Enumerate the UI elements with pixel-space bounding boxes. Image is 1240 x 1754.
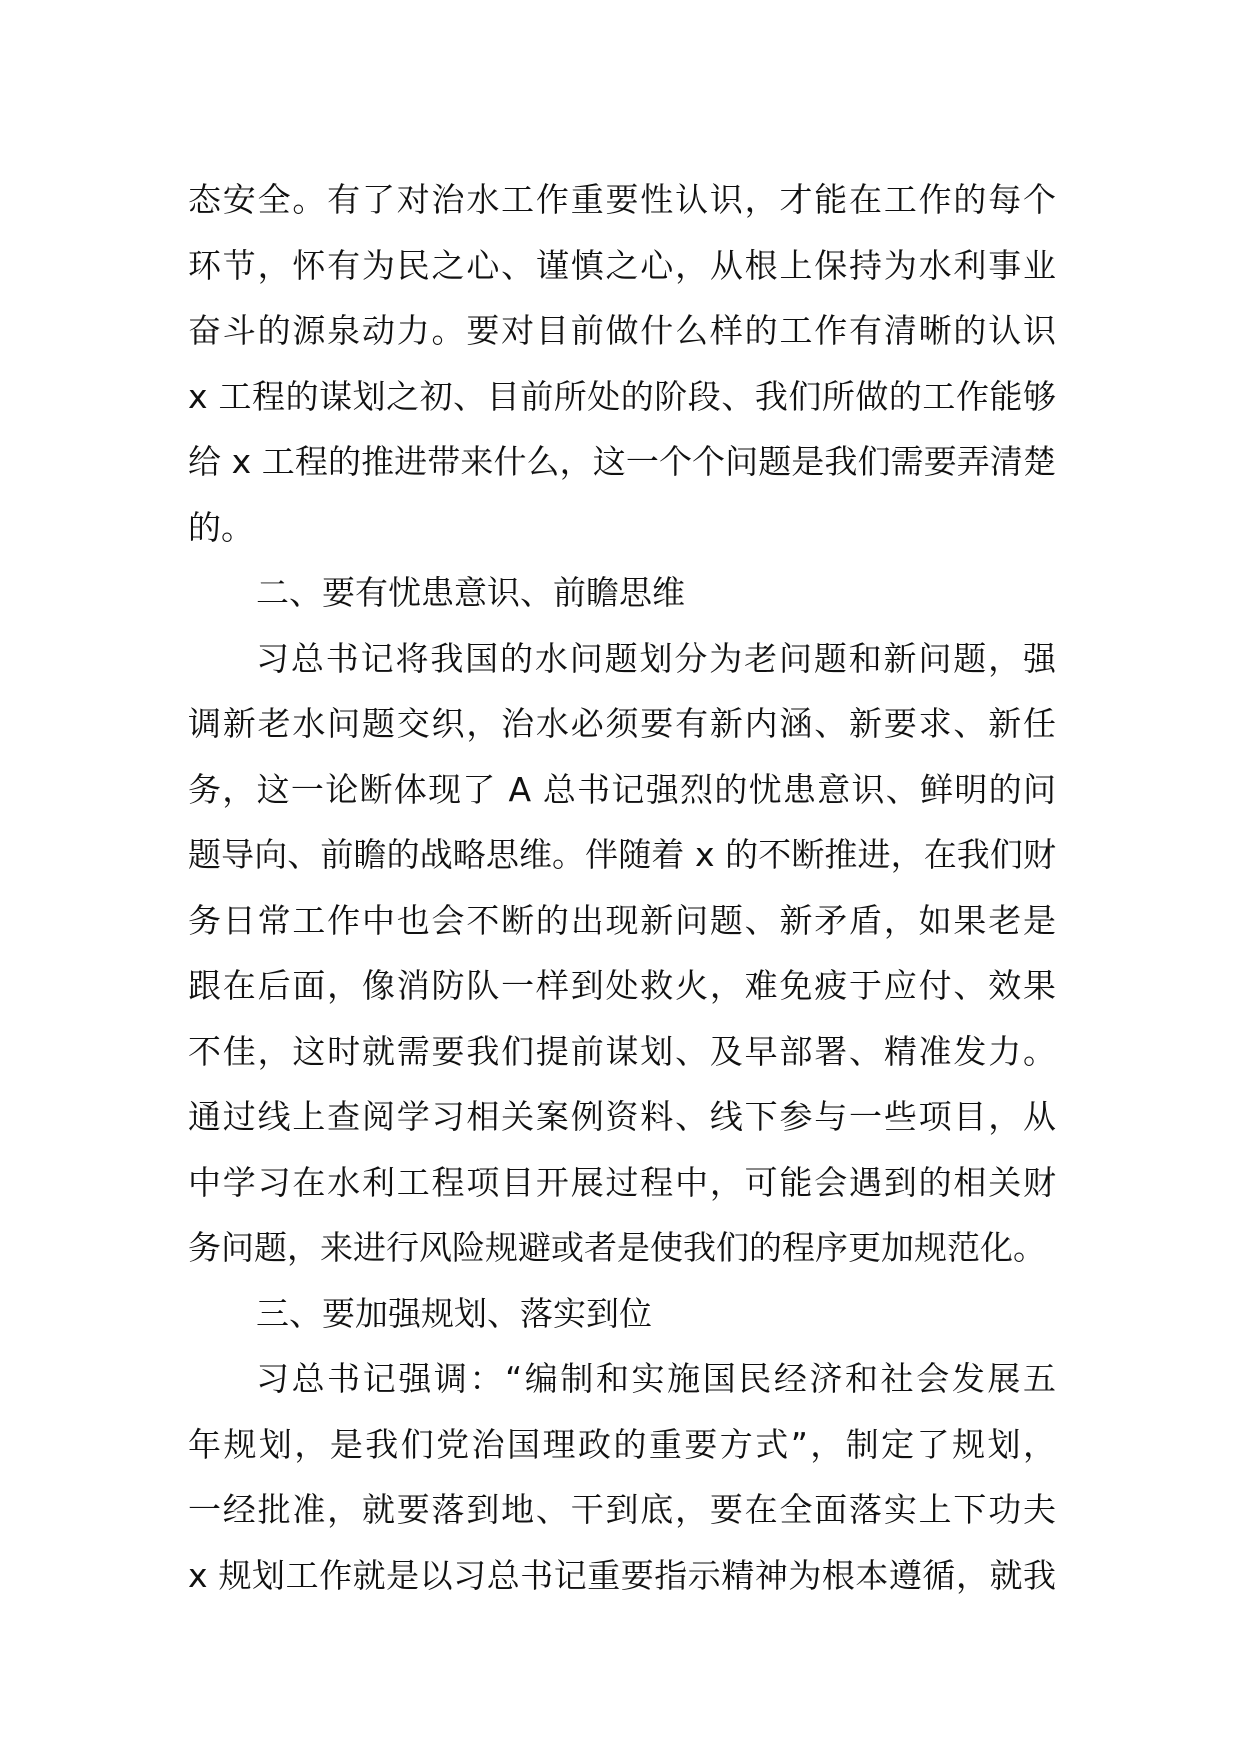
paragraph-line: 调新老水问题交织，治水必须要有新内涵、新要求、新任 <box>188 704 1056 743</box>
section-heading: 三、要加强规划、落实到位 <box>256 1293 652 1333</box>
paragraph-line: 习总书记强调：“编制和实施国民经济和社会发展五 <box>256 1359 1056 1398</box>
paragraph-line: x 规划工作就是以习总书记重要指示精神为根本遵循，就我 <box>188 1555 1056 1595</box>
paragraph-line: 奋斗的源泉动力。要对目前做什么样的工作有清晰的认识 <box>188 311 1056 350</box>
paragraph-line: 一经批准，就要落到地、干到底，要在全面落实上下功夫 <box>188 1490 1056 1529</box>
paragraph-line: 的。 <box>188 507 254 547</box>
paragraph-line: 务日常工作中也会不断的出现新问题、新矛盾，如果老是 <box>188 900 1056 940</box>
paragraph-line: 环节，怀有为民之心、谨慎之心，从根上保持为水利事业 <box>188 245 1056 285</box>
section-heading: 二、要有忧患意识、前瞻思维 <box>256 573 685 612</box>
paragraph-line: 题导向、前瞻的战略思维。伴随着 x 的不断推进，在我们财 <box>188 835 1056 874</box>
document-body <box>188 167 1056 1608</box>
paragraph-line: 务，这一论断体现了 A 总书记强烈的忧患意识、鲜明的问 <box>188 769 1056 809</box>
paragraph-line: 给 x 工程的推进带来什么，这一个个问题是我们需要弄清楚 <box>188 442 1056 481</box>
paragraph-line: 务问题，来进行风险规避或者是使我们的程序更加规范化。 <box>188 1228 1046 1267</box>
paragraph-line: 态安全。有了对治水工作重要性认识，才能在工作的每个 <box>188 180 1056 219</box>
paragraph-line: x 工程的谋划之初、目前所处的阶段、我们所做的工作能够 <box>188 376 1056 416</box>
paragraph-line: 跟在后面，像消防队一样到处救火，难免疲于应付、效果 <box>188 966 1056 1005</box>
paragraph-line: 习总书记将我国的水问题划分为老问题和新问题，强 <box>256 638 1056 678</box>
paragraph-line: 通过线上查阅学习相关案例资料、线下参与一些项目，从 <box>188 1097 1056 1136</box>
paragraph-line: 不佳，这时就需要我们提前谋划、及早部署、精准发力。 <box>188 1031 1056 1071</box>
paragraph-line: 年规划，是我们党治国理政的重要方式”，制定了规划， <box>188 1424 1056 1464</box>
paragraph-line: 中学习在水利工程项目开展过程中，可能会遇到的相关财 <box>188 1162 1056 1202</box>
